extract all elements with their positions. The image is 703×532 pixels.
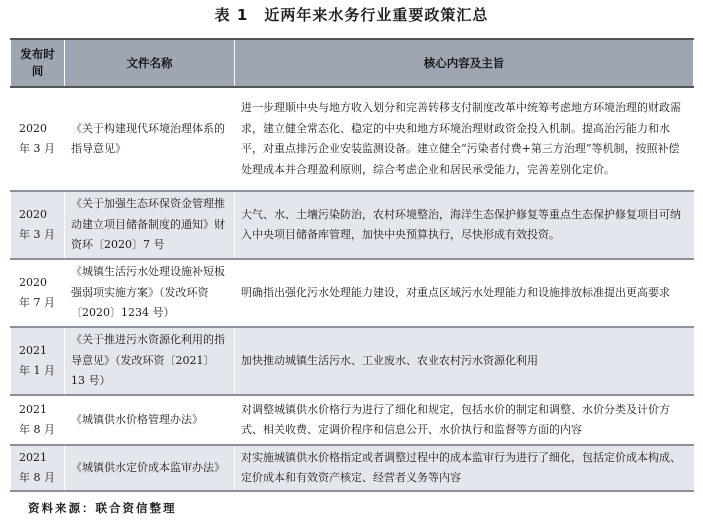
row-name: 《关于构建现代环境治理体系的指导意见》 bbox=[65, 87, 235, 191]
row-name: 《城镇生活污水处理设施补短板强弱项实施方案》（发改环资〔2020〕1234 号） bbox=[65, 259, 235, 327]
table-header-row bbox=[11, 39, 694, 87]
row-date: 2020 年 3 月 bbox=[11, 191, 65, 259]
header-date: 发布时间 bbox=[11, 39, 65, 87]
header-content: 核心内容及主旨 bbox=[235, 39, 694, 87]
row-content: 对实施城镇供水价格指定或者调整过程中的成本监审行为进行了细化，包括定价成本构成、定价成本和有效资产核定、经营者义务等内容 bbox=[235, 445, 694, 491]
table-row bbox=[11, 191, 694, 259]
row-content: 明确指出强化污水处理能力建设，对重点区域污水处理能力和设施排放标准提出更高要求 bbox=[235, 259, 694, 327]
table-row bbox=[11, 259, 694, 327]
source-note: 资料来源：联合资信整理 bbox=[28, 501, 177, 515]
row-date: 2020 年 3 月 bbox=[11, 87, 65, 191]
table-row bbox=[11, 87, 694, 191]
table-row bbox=[11, 445, 694, 491]
row-content: 大气、水、土壤污染防治，农村环境整治，海洋生态保护修复等重点生态保护修复项目可纳入中央项目储备库管理，加快中央预算执行，尽快形成有效投资。 bbox=[235, 191, 694, 259]
row-date: 2021 年 8 月 bbox=[11, 395, 65, 445]
header-name: 文件名称 bbox=[65, 39, 235, 87]
policy-table bbox=[10, 38, 694, 492]
row-content: 对调整城镇供水价格行为进行了细化和规定，包括水价的制定和调整、水价分类及计价方式、相关收费、定调价程序和信息公开、水价执行和监督等方面的内容 bbox=[235, 395, 694, 445]
row-name: 《城镇供水价格管理办法》 bbox=[65, 395, 235, 445]
row-content: 加快推动城镇生活污水、工业废水、农业农村污水资源化利用 bbox=[235, 327, 694, 395]
row-content: 进一步理顺中央与地方收入划分和完善转移支付制度改革中统筹考虑地方环境治理的财政需求，建立健全常态化、稳定的中央和地方环境治理财政资金投入机制。提高治污能力和水平，对重点排污企业安装监测设备。建立健全“污染者付费+第三方治理”等机制，按照补偿处理成本并合理盈利原则，综合考虑企业和居民承受能力，完善差别化定价。 bbox=[235, 87, 694, 191]
row-name: 《关于推进污水资源化利用的指导意见》（发改环资〔2021〕13 号） bbox=[65, 327, 235, 395]
row-date: 2021 年 8 月 bbox=[11, 445, 65, 491]
row-date: 2020 年 7 月 bbox=[11, 259, 65, 327]
row-name: 《城镇供水定价成本监审办法》 bbox=[65, 445, 235, 491]
row-name: 《关于加强生态环保资金管理推动建立项目储备制度的通知》财资环〔2020〕7 号 bbox=[65, 191, 235, 259]
table-row bbox=[11, 395, 694, 445]
row-date: 2021 年 1 月 bbox=[11, 327, 65, 395]
table-title: 表 1 近两年来水务行业重要政策汇总 bbox=[214, 6, 489, 24]
table-row bbox=[11, 327, 694, 395]
